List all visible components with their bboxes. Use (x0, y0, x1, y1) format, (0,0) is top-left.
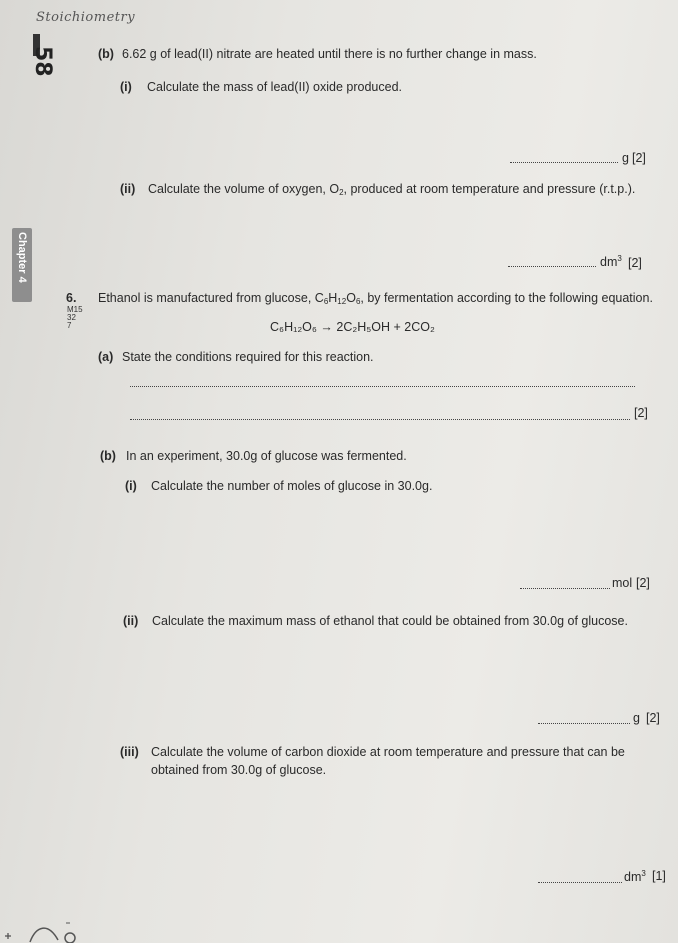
q6b-ii-text: Calculate the maximum mass of ethanol that could be obtained from 30.0g of glucose. (152, 614, 628, 628)
answer-line (130, 386, 635, 387)
answer-line (510, 162, 618, 163)
q6-equation: C₆H₁₂O₆ → 2C₂H₅OH + 2CO₂ (270, 320, 435, 334)
answer-unit: g (622, 151, 629, 165)
q6b-iii-label: (iii) (120, 745, 139, 759)
page-number: 58 (30, 46, 55, 77)
q6a-label: (a) (98, 350, 114, 364)
sketch-doodle (0, 908, 110, 943)
answer-line (520, 588, 610, 589)
marks: [2] (646, 711, 660, 725)
q5b-i-text: Calculate the mass of lead(II) oxide produced. (147, 80, 402, 94)
q6b-ii-label: (ii) (123, 614, 139, 628)
q5b-i-label: (i) (120, 80, 132, 94)
q6b-i-text: Calculate the number of moles of glucose in 30.0g. (151, 479, 433, 493)
marks: [2] (636, 576, 650, 590)
q6a-text: State the conditions required for this reaction. (122, 350, 374, 364)
answer-unit: $dm^3$ (600, 254, 622, 270)
q5b-ii-label: (ii) (120, 182, 136, 196)
answer-line (538, 882, 622, 883)
q6-number: 6. (66, 291, 77, 305)
marks: [2] (634, 406, 648, 420)
marks: [2] (628, 256, 642, 270)
marks: [1] (652, 869, 666, 883)
chapter-tab (12, 228, 32, 302)
q6-intro: Ethanol is manufactured from glucose, $C_6H_{12}O_6$, by fermentation according to the following equation. (98, 291, 653, 306)
q5b-ii-text: Calculate the volume of oxygen, $O_2$, produced at room temperature and pressure (r.t.p.). (148, 182, 636, 197)
answer-line (508, 266, 596, 267)
answer-line (130, 419, 630, 420)
q6b-iii-text-1: Calculate the volume of carbon dioxide at room temperature and pressure that can be (151, 745, 625, 759)
answer-unit: $dm^3$ (624, 869, 646, 885)
q6-meta: M15 32 7 (67, 305, 83, 330)
answer-unit: g (633, 711, 640, 725)
q6b-i-label: (i) (125, 479, 137, 493)
chapter-tab-label: Chapter 4 (16, 232, 28, 283)
handwritten-title: Stoichiometry (36, 10, 136, 25)
marks: [2] (632, 151, 646, 165)
answer-unit: mol (612, 576, 633, 590)
q5b-text: 6.62 g of lead(II) nitrate are heated until there is no further change in mass. (122, 47, 537, 61)
answer-line (538, 723, 630, 724)
q6b-label: (b) (100, 449, 116, 463)
q5b-label: (b) (98, 47, 114, 61)
q6b-iii-text-2: obtained from 30.0g of glucose. (151, 763, 327, 777)
q6b-text: In an experiment, 30.0g of glucose was fermented. (126, 449, 407, 463)
